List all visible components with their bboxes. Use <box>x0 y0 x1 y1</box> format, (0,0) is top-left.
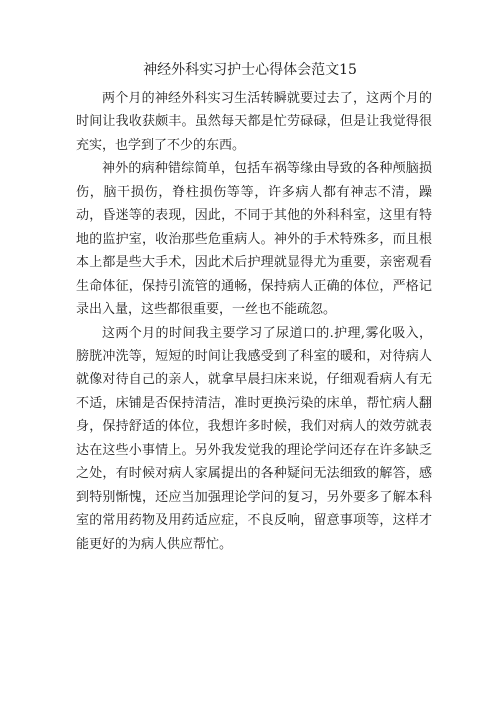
paragraph-1: 两个月的神经外科实习生活转瞬就要过去了，这两个月的时间让我收获颇丰。虽然每天都是忙劳碌碌，但是让我觉得很充实，也学到了不少的东西。 <box>76 91 432 153</box>
document-body <box>76 87 432 556</box>
paragraph-2: 神外的病种错综简单，包括车祸等缘由导致的各种颅脑损伤，脑干损伤，脊柱损伤等等，许多病人都有神志不清，躁动，昏迷等的表现，因此，不同于其他的外科科室，这里有特地的监护室，收治那些危重病人。神外的手术特殊多，而且根本上都是些大手术，因此术后护理就显得尤为重要，亲密观看生命体征，保持引流管的通畅，保持病人正确的体位，严格记录出入量，这些都很重要，一丝也不能疏忽。 <box>76 161 432 318</box>
document-title: 神经外科实习护士心得体会范文15 <box>143 62 357 78</box>
paragraph-3: 这两个月的时间我主要学习了尿道口的.护理,雾化吸入，膀胱冲洗等，短短的时间让我感受到了科室的暖和，对待病人就像对待自己的亲人，就拿早晨扫床来说，仔细观看病人有无不适，床铺是否保持清洁，准时更换污染的床单，帮忙病人翻身，保持舒适的体位，我想许多时候，我们对病人的效劳就表达在这些小事情上。另外我发觉我的理论学问还存在许多缺乏之处，有时候对病人家属提出的各种疑问无法细致的解答，感到特别惭愧，还应当加强理论学问的复习，另外要多了解本科室的常用药物及用药适应症，不良反响，留意事项等，这样才能更好的为病人供应帮忙。 <box>76 325 432 552</box>
